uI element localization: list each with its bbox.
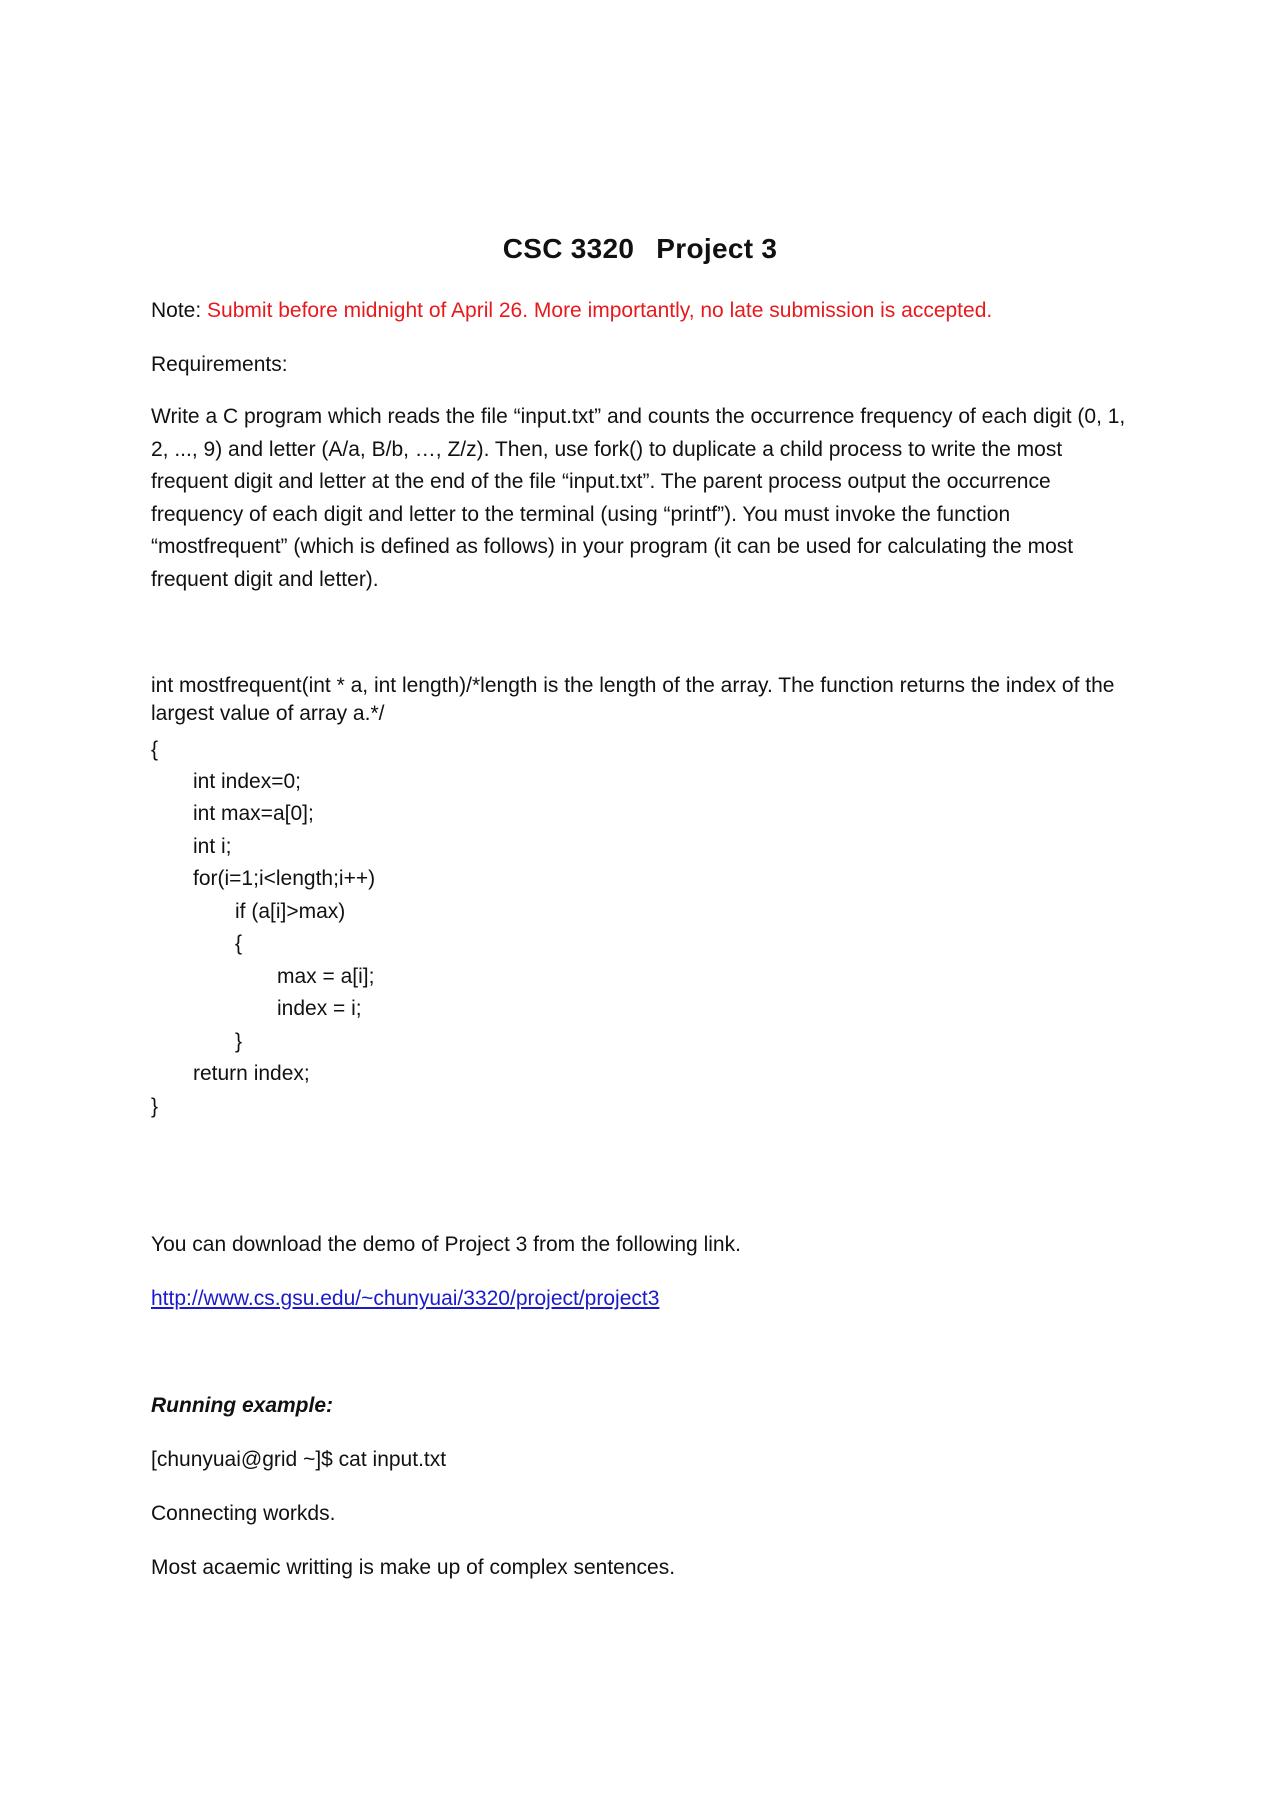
- note-label: Note:: [151, 299, 202, 322]
- code-line: index = i;: [277, 997, 362, 1020]
- code-line: return index;: [193, 1062, 310, 1085]
- note-line: [151, 295, 992, 327]
- download-link-line: [151, 1283, 659, 1315]
- code-line: {: [235, 932, 243, 955]
- example-output-line: Most acaemic writting is make up of complex sentences.: [151, 1556, 676, 1579]
- code-line: int i;: [193, 835, 232, 858]
- code-line: if (a[i]>max): [235, 900, 346, 923]
- requirements-paragraph: Write a C program which reads the file “input.txt” and counts the occurrence frequency of each digit (0, 1, 2, ..., 9) and letter (A/a, B/b, …, Z/z). Then, use fork() to duplicate a child process to write the most frequent digit and letter at the end of the file “input.txt”. The parent process output the occurrence frequency of each digit and letter to the terminal (using “printf”). You must invoke the function “mostfrequent” (which is defined as follows) in your program (it can be used for calculating the most frequent digit and letter).: [151, 405, 1126, 591]
- code-line: for(i=1;i<length;i++): [193, 867, 376, 890]
- course-code: CSC 3320: [502, 233, 635, 264]
- requirements-label: Requirements:: [151, 353, 288, 376]
- code-line: int index=0;: [193, 770, 301, 793]
- code-line: }: [235, 1030, 243, 1053]
- function-signature: int mostfrequent(int * a, int length)/*length is the length of the array. The function returns the index of the largest value of array a.*/: [151, 674, 1115, 725]
- example-output-line: Connecting workds.: [151, 1502, 336, 1525]
- code-line: {: [151, 738, 159, 761]
- terminal-command: [chunyuai@grid ~]$ cat input.txt: [151, 1448, 447, 1471]
- project-name: Project 3: [656, 233, 778, 264]
- download-instruction: You can download the demo of Project 3 from the following link.: [151, 1233, 741, 1256]
- code-line: }: [151, 1095, 159, 1118]
- running-example-label: Running example:: [151, 1394, 334, 1417]
- code-line: max = a[i];: [277, 965, 375, 988]
- page-title: [0, 233, 1280, 265]
- code-line: int max=a[0];: [193, 802, 314, 825]
- note-deadline-text: Submit before midnight of April 26. More importantly, no late submission is accepted.: [207, 299, 993, 322]
- project-demo-link[interactable]: http://www.cs.gsu.edu/~chunyuai/3320/project/project3: [151, 1287, 660, 1310]
